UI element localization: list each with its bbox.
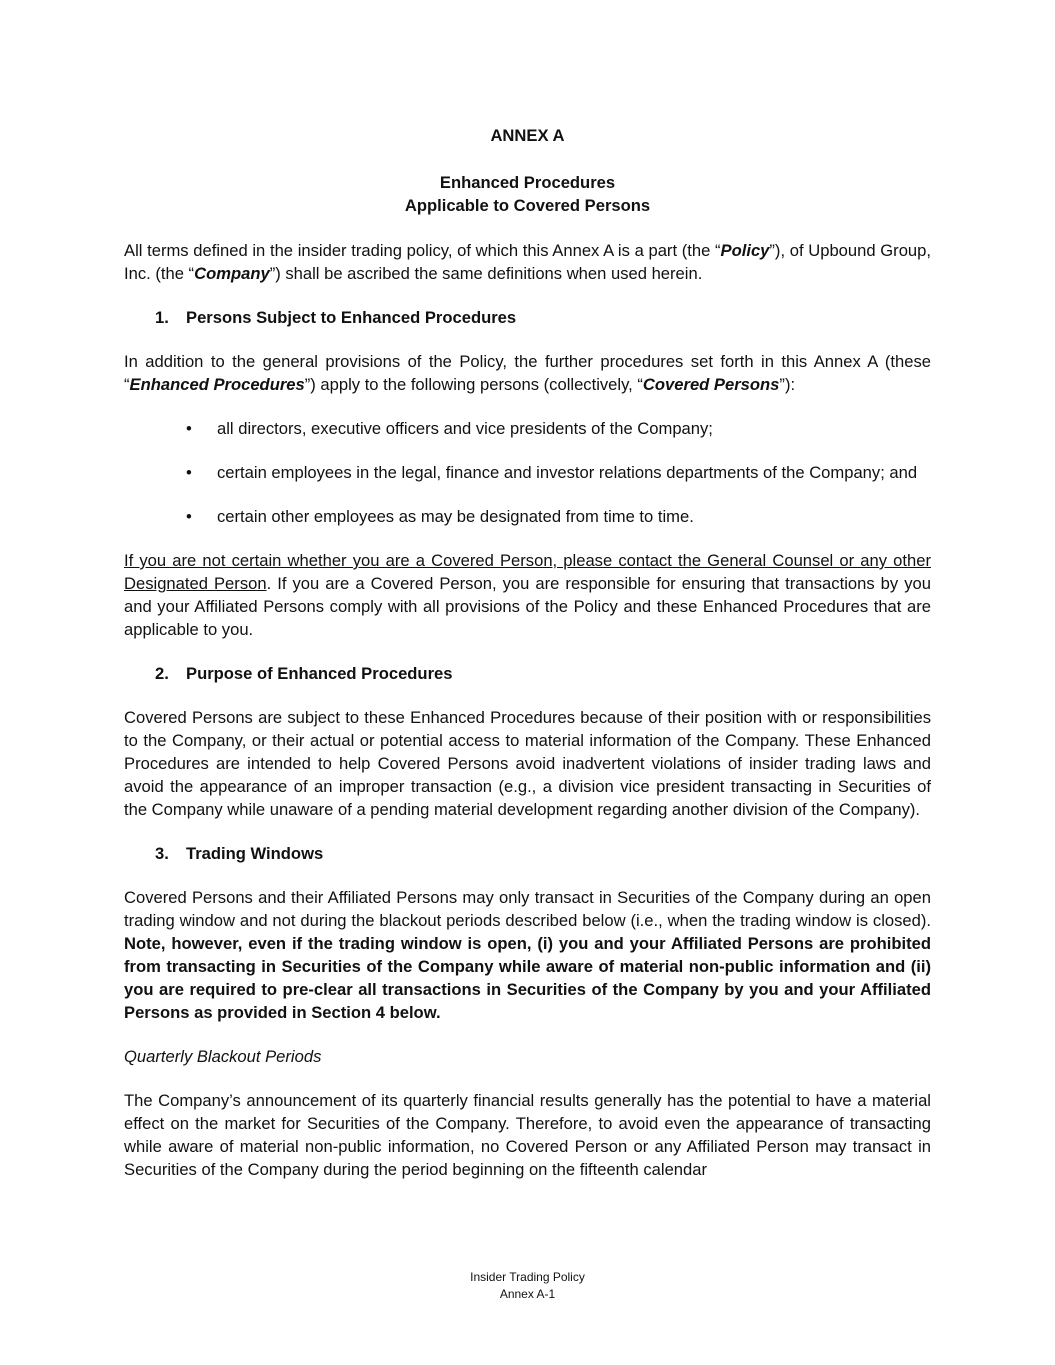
defined-term-enhanced-procedures: Enhanced Procedures bbox=[129, 375, 305, 394]
s1p1-text-3: ”): bbox=[779, 375, 796, 394]
document-heading bbox=[124, 171, 931, 217]
section-2-heading bbox=[124, 662, 931, 685]
bullet-icon: • bbox=[186, 419, 192, 438]
bullet-icon: • bbox=[186, 507, 192, 526]
contact-notice: If you are not certain whether you are a Covered Person, please contact the General Counsel or any other Designated Person bbox=[124, 551, 931, 593]
section-2-paragraph: Covered Persons are subject to these Enhanced Procedures because of their position with or responsibilities to the Company, or their actual or potential access to material information of the Company. These Enhanced Procedures are intended to help Covered Persons avoid inadvertent violations of insider trading laws and avoid the appearance of an improper transaction (e.g., a division vice president transacting in Securities of the Company while unaware of a pending material development regarding another division of the Company). bbox=[124, 708, 931, 819]
intro-paragraph bbox=[124, 239, 931, 285]
section-1-heading bbox=[124, 306, 931, 329]
s1p2-text: . If you are a Covered Person, you are responsible for ensuring that transactions by you and your Affiliated Persons comply with all provisions of the Policy and these Enhanced Procedures that are applicable to you. bbox=[124, 574, 931, 639]
s1p1-text-1: In addition to the general provisions of the Policy, the further procedures set forth in this Annex A (these “ bbox=[124, 352, 931, 394]
footer-page-number: Annex A-1 bbox=[499, 1287, 556, 1301]
section-3-paragraph-1 bbox=[124, 886, 931, 1024]
section-1-paragraph-2 bbox=[124, 549, 931, 641]
defined-term-company: Company bbox=[194, 264, 270, 283]
section-3-number: 3. bbox=[155, 844, 169, 863]
intro-text-2: ”), of Upbound Group, Inc. (the “ bbox=[124, 241, 931, 283]
s3p1-text: Covered Persons and their Affiliated Persons may only transact in Securities of the Company during an open trading window and not during the blackout periods described below (i.e., when the trading window is closed). bbox=[124, 888, 931, 930]
heading-line-2: Applicable to Covered Persons bbox=[404, 196, 651, 215]
intro-text-3: ”) shall be ascribed the same definitions when used herein. bbox=[269, 264, 703, 283]
defined-term-policy: Policy bbox=[720, 241, 770, 260]
intro-text-1: All terms defined in the insider trading policy, of which this Annex A is a part (the “ bbox=[124, 241, 721, 260]
list-item bbox=[124, 505, 931, 528]
section-3-heading bbox=[124, 842, 931, 865]
annex-title: ANNEX A bbox=[490, 126, 565, 145]
list-item-text: certain other employees as may be designated from time to time. bbox=[217, 507, 694, 526]
page-footer bbox=[0, 1269, 1055, 1303]
s1p1-text-2: ”) apply to the following persons (collectively, “ bbox=[304, 375, 643, 394]
covered-persons-list bbox=[124, 417, 931, 528]
quarterly-blackout-subheading: Quarterly Blackout Periods bbox=[124, 1047, 322, 1066]
section-2-title: Purpose of Enhanced Procedures bbox=[186, 664, 453, 683]
list-item-text: certain employees in the legal, finance and investor relations departments of the Company; and bbox=[217, 463, 918, 482]
section-1-title: Persons Subject to Enhanced Procedures bbox=[186, 308, 517, 327]
footer-title: Insider Trading Policy bbox=[470, 1270, 585, 1284]
section-1-paragraph-1 bbox=[124, 350, 931, 396]
page-content bbox=[124, 124, 931, 1202]
section-3-paragraph-2: The Company’s announcement of its quarterly financial results generally has the potential to have a material effect on the market for Securities of the Company. Therefore, to avoid even the appearance of transacting while aware of material non-public information, no Covered Person or any Affiliated Person may transact in Securities of the Company during the period beginning on the fifteenth calendar bbox=[124, 1091, 931, 1179]
heading-line-1: Enhanced Procedures bbox=[439, 173, 616, 192]
section-3-title: Trading Windows bbox=[186, 844, 324, 863]
list-item bbox=[124, 417, 931, 440]
bullet-icon: • bbox=[186, 463, 192, 482]
section-2-number: 2. bbox=[155, 664, 169, 683]
list-item bbox=[124, 461, 931, 484]
section-1-number: 1. bbox=[155, 308, 169, 327]
list-item-text: all directors, executive officers and vice presidents of the Company; bbox=[217, 419, 713, 438]
s3p1-bold-note: Note, however, even if the trading window is open, (i) you and your Affiliated Persons are prohibited from transacting in Securities of the Company while aware of material non-public information and (ii) you are required to pre-clear all transactions in Securities of the Company by you and your Affiliated Persons as provided in Section 4 below. bbox=[124, 934, 931, 1022]
defined-term-covered-persons: Covered Persons bbox=[642, 375, 780, 394]
